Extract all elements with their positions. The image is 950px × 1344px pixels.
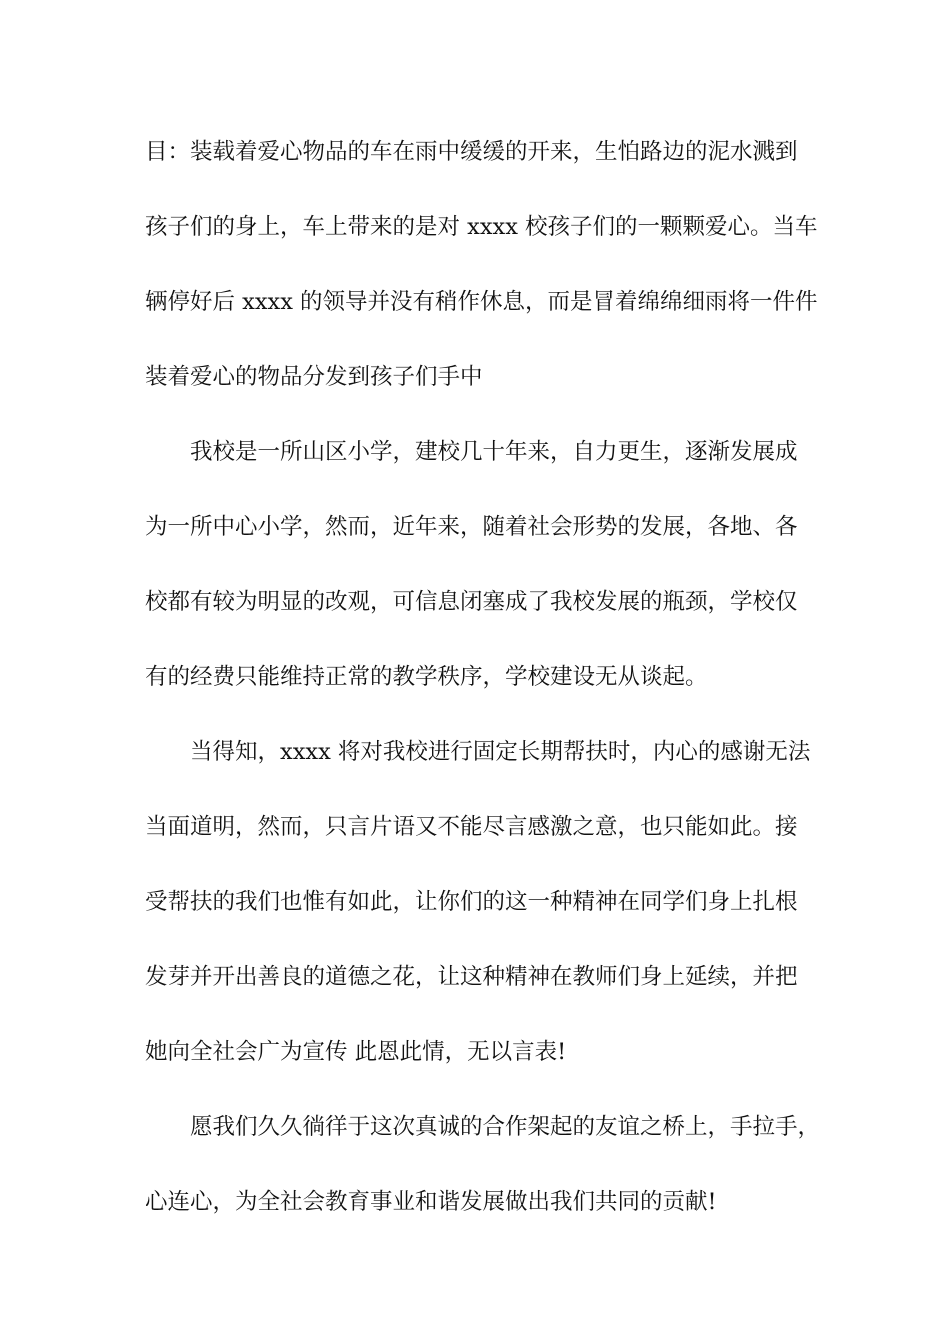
paragraph-first-line: 愿我们久久徜徉于这次真诚的合作架起的友谊之桥上，手拉手，	[190, 1114, 821, 1140]
text-line: 心连心，为全社会教育事业和谐发展做出我们共同的贡献!	[145, 1189, 717, 1215]
text-line: 装着爱心的物品分发到孩子们手中	[145, 364, 483, 390]
text-line: 发芽并开出善良的道德之花，让这种精神在教师们身上延续，并把	[145, 964, 798, 990]
paragraph-first-line: 当得知，xxxx 将对我校进行固定长期帮扶时，内心的感谢无法	[190, 739, 811, 765]
paragraph-first-line: 我校是一所山区小学，建校几十年来，自力更生，逐渐发展成	[190, 439, 798, 465]
text-line: 受帮扶的我们也惟有如此，让你们的这一种精神在同学们身上扎根	[145, 889, 798, 915]
text-line: 辆停好后 xxxx 的领导并没有稍作休息，而是冒着绵绵细雨将一件件	[145, 289, 818, 315]
text-line: 她向全社会广为宣传 此恩此情，无以言表!	[145, 1039, 567, 1065]
text-line: 孩子们的身上，车上带来的是对 xxxx 校孩子们的一颗颗爱心。当车	[145, 214, 818, 240]
text-line: 校都有较为明显的改观，可信息闭塞成了我校发展的瓶颈，学校仅	[145, 589, 798, 615]
text-line: 有的经费只能维持正常的教学秩序，学校建设无从谈起。	[145, 664, 708, 690]
text-line: 目：装载着爱心物品的车在雨中缓缓的开来，生怕路边的泥水溅到	[145, 139, 798, 165]
text-line: 当面道明，然而，只言片语又不能尽言感激之意，也只能如此。接	[145, 814, 798, 840]
text-line: 为一所中心小学，然而，近年来，随着社会形势的发展，各地、各	[145, 514, 798, 540]
